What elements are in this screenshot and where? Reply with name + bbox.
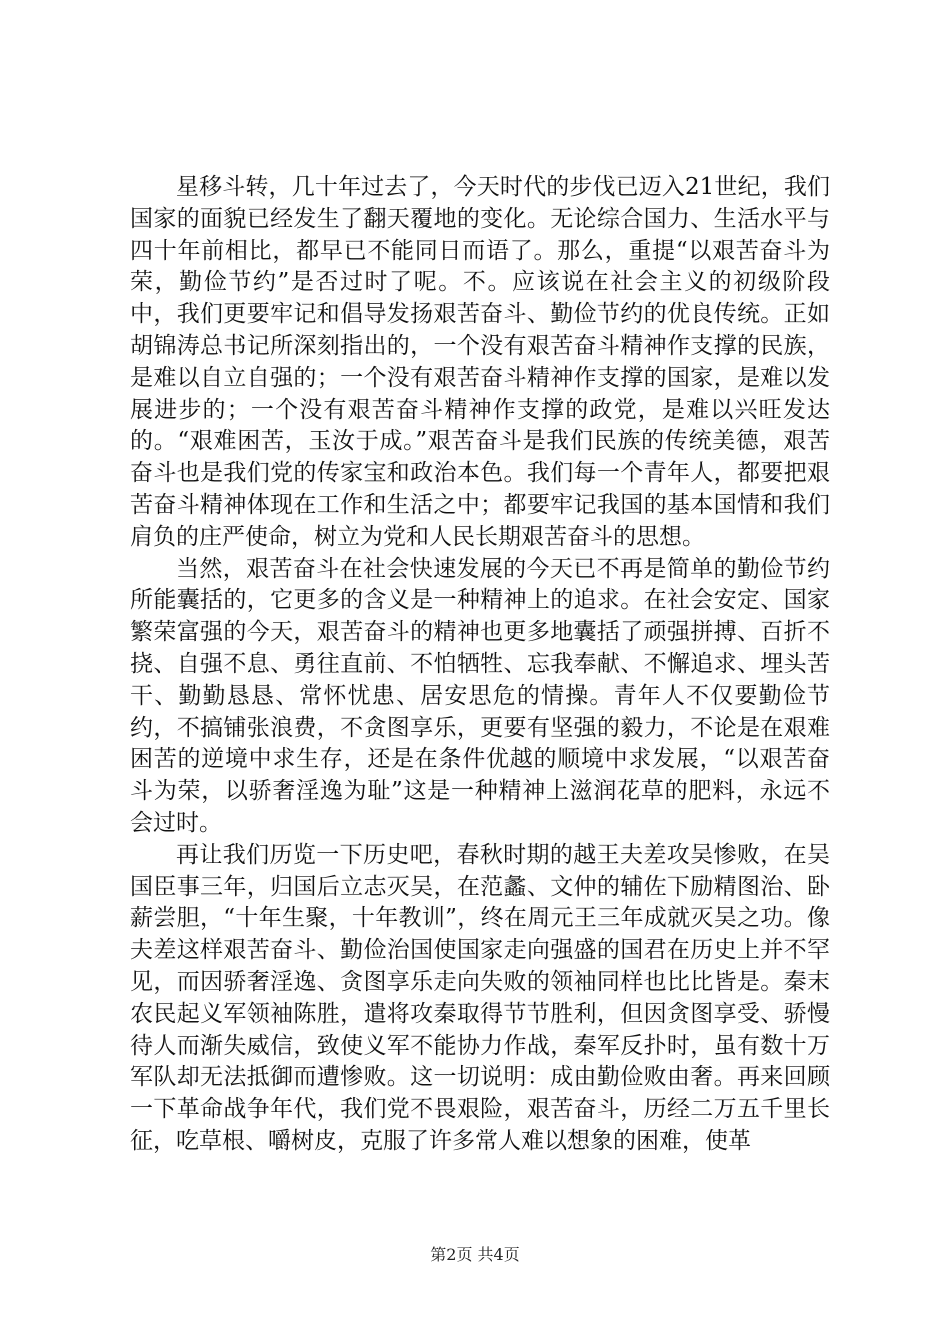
paragraph: 星移斗转，几十年过去了，今天时代的步伐已迈入21世纪，我们国家的面貌已经发生了翻天覆地的变化。无论综合国力、生活水平与四十年前相比，都早已不能同日而语了。那么，重提“以艰苦奋斗为荣，勤俭节约”是否过时了呢。不。应该说在社会主义的初级阶段中，我们更要牢记和倡导发扬艰苦奋斗、勤俭节约的优良传统。正如胡锦涛总书记所深刻指出的，一个没有艰苦奋斗精神作支撑的民族，是难以自立自强的；一个没有艰苦奋斗精神作支撑的国家，是难以发展进步的；一个没有艰苦奋斗精神作支撑的政党，是难以兴旺发达的。“艰难困苦，玉汝于成。”艰苦奋斗是我们民族的传统美德，艰苦奋斗也是我们党的传家宝和政治本色。我们每一个青年人，都要把艰苦奋斗精神体现在工作和生活之中；都要牢记我国的基本国情和我们肩负的庄严使命，树立为党和人民长期艰苦奋斗的思想。: [130, 174, 830, 550]
page-footer: 第2页 共4页: [430, 1245, 520, 1264]
paragraph: 再让我们历览一下历史吧，春秋时期的越王夫差攻吴惨败，在吴国臣事三年，归国后立志灭吴，在范蠡、文仲的辅佐下励精图治、卧薪尝胆，“十年生聚，十年教训”，终在周元王三年成就灭吴之功。像夫差这样艰苦奋斗、勤俭治国使国家走向强盛的国君在历史上并不罕见，而因骄奢淫逸、贪图享乐走向失败的领袖同样也比比皆是。秦末农民起义军领袖陈胜，遣将攻秦取得节节胜利，但因贪图享受、骄慢待人而渐失威信，致使义军不能协力作战，秦军反扑时，虽有数十万军队却无法抵御而遭惨败。这一切说明：成由勤俭败由奢。再来回顾一下革命战争年代，我们党不畏艰险，艰苦奋斗，历经二万五千里长征，吃草根、嚼树皮，克服了许多常人难以想象的困难，使革: [130, 841, 830, 1154]
paragraph: 当然，艰苦奋斗在社会快速发展的今天已不再是简单的勤俭节约所能囊括的，它更多的含义是一种精神上的追求。在社会安定、国家繁荣富强的今天，艰苦奋斗的精神也更多地囊括了顽强拼搏、百折不挠、自强不息、勇往直前、不怕牺牲、忘我奉献、不懈追求、埋头苦干、勤勤恳恳、常怀忧患、居安思危的情操。青年人不仅要勤俭节约，不搞铺张浪费，不贪图享乐，更要有坚强的毅力，不论是在艰难困苦的逆境中求生存，还是在条件优越的顺境中求发展，“以艰苦奋斗为荣，以骄奢淫逸为耻”这是一种精神上滋润花草的肥料，永远不会过时。: [130, 555, 830, 836]
document-body: [130, 172, 830, 1158]
